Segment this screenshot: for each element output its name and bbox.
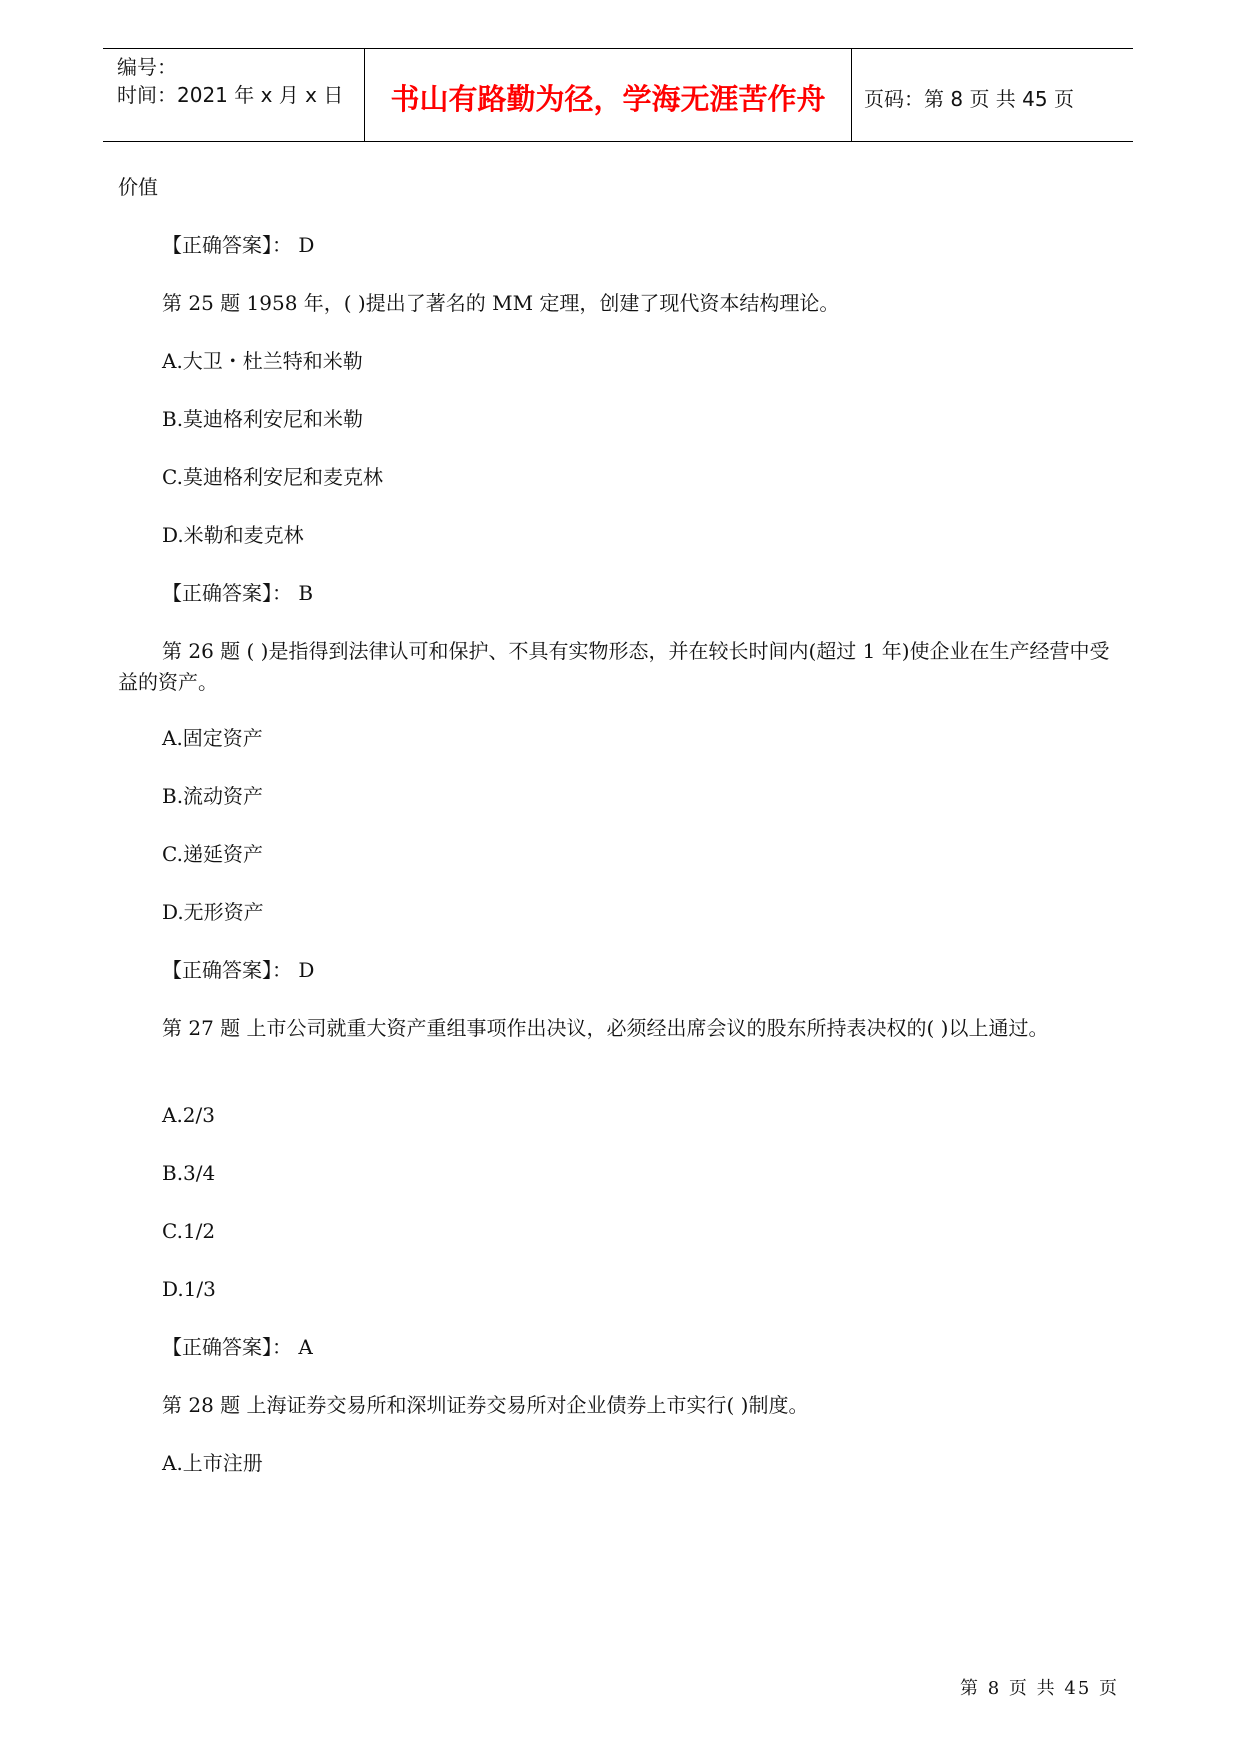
option-d: D.1/3 xyxy=(162,1277,216,1301)
answer-line: 【正确答案】： A xyxy=(162,1335,313,1359)
text-fragment: 价值 xyxy=(118,175,158,199)
option-c: C.递延资产 xyxy=(162,842,263,866)
option-b: B.流动资产 xyxy=(162,784,264,808)
answer-line: 【正确答案】： B xyxy=(162,581,314,605)
header-page-info: 页码：第 8 页 共 45 页 xyxy=(864,86,1074,111)
option-c: C.莫迪格利安尼和麦克林 xyxy=(162,465,383,489)
option-b: B.莫迪格利安尼和米勒 xyxy=(162,407,364,431)
option-c: C.1/2 xyxy=(162,1219,216,1243)
question-28: 第 28 题 上海证券交易所和深圳证券交易所对企业债券上市实行( )制度。 xyxy=(162,1393,809,1417)
question-27: 第 27 题 上市公司就重大资产重组事项作出决议，必须经出席会议的股东所持表决权的( )以上通过。 xyxy=(162,1016,1049,1040)
option-d: D.无形资产 xyxy=(162,900,264,924)
option-b: B.3/4 xyxy=(162,1161,216,1185)
question-26: 第 26 题 ( )是指得到法律认可和保护、不具有实物形态，并在较长时间内(超过 1 年)使企业在生产经营中受益的资产。 xyxy=(118,639,1110,694)
option-a: A.大卫・杜兰特和米勒 xyxy=(162,349,363,373)
page-header xyxy=(103,48,1133,142)
document-time-label: 时间：2021 年 x 月 x 日 xyxy=(117,83,344,107)
option-a: A.2/3 xyxy=(162,1103,215,1127)
option-a: A.上市注册 xyxy=(162,1451,263,1475)
answer-line: 【正确答案】： D xyxy=(162,233,315,257)
page-footer: 第 8 页 共 45 页 xyxy=(960,1678,1119,1699)
document-number-label: 编号： xyxy=(117,55,177,79)
header-meta xyxy=(103,49,365,141)
question-25: 第 25 题 1958 年，( )提出了著名的 MM 定理，创建了现代资本结构理论。 xyxy=(162,291,840,315)
header-motto: 书山有路勤为径，学海无涯苦作舟 xyxy=(365,49,852,141)
option-a: A.固定资产 xyxy=(162,726,263,750)
answer-line: 【正确答案】： D xyxy=(162,958,315,982)
option-d: D.米勒和麦克林 xyxy=(162,523,304,547)
